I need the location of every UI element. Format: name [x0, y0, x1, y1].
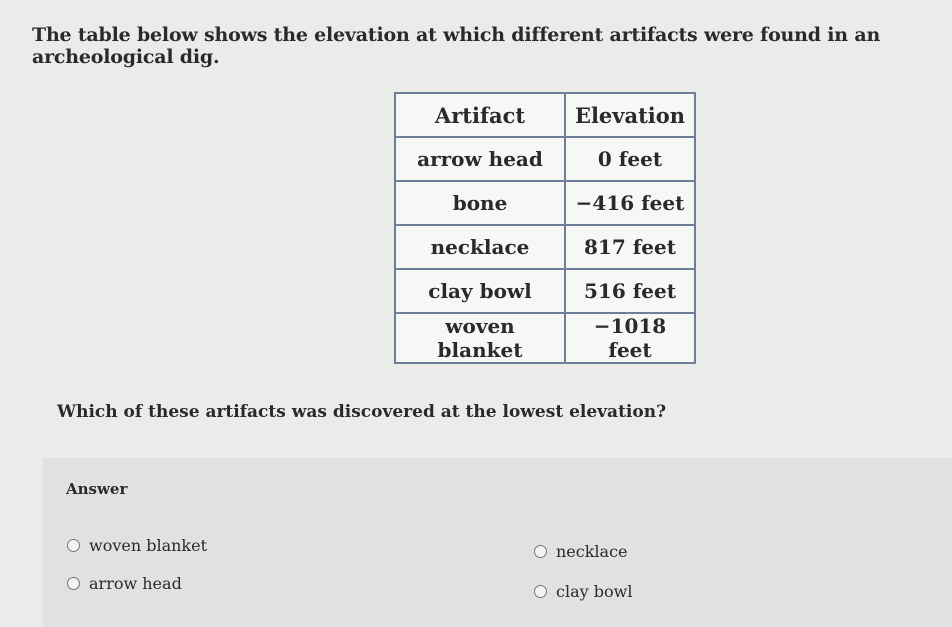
radio-icon[interactable]: [534, 585, 547, 598]
table-row: [395, 137, 695, 181]
table-header-row: [395, 93, 695, 137]
elevation-cell: −416 feet: [565, 181, 695, 225]
artifact-cell: woven blanket: [395, 313, 565, 363]
header-elevation: Elevation: [565, 93, 695, 137]
artifact-table: [394, 92, 696, 364]
table-row: [395, 313, 695, 363]
option-label: necklace: [556, 542, 628, 561]
option-arrow-head[interactable]: [67, 574, 182, 593]
option-woven-blanket[interactable]: [67, 536, 207, 555]
elevation-cell: 516 feet: [565, 269, 695, 313]
intro-text: The table below shows the elevation at which different artifacts were found in an archeological dig.: [32, 24, 881, 68]
elevation-cell: 817 feet: [565, 225, 695, 269]
answer-label: Answer: [66, 480, 128, 498]
option-clay-bowl[interactable]: [534, 582, 632, 601]
elevation-cell: 0 feet: [565, 137, 695, 181]
elevation-cell: −1018 feet: [565, 313, 695, 363]
radio-icon[interactable]: [67, 577, 80, 590]
table-row: [395, 269, 695, 313]
option-label: arrow head: [89, 574, 182, 593]
header-artifact: Artifact: [395, 93, 565, 137]
radio-icon[interactable]: [67, 539, 80, 552]
option-label: clay bowl: [556, 582, 633, 601]
option-necklace[interactable]: [534, 542, 628, 561]
question-text: Which of these artifacts was discovered at the lowest elevation?: [57, 402, 667, 422]
table-row: [395, 225, 695, 269]
artifact-cell: arrow head: [395, 137, 565, 181]
option-label: woven blanket: [89, 536, 208, 555]
answer-panel: [43, 458, 952, 627]
radio-icon[interactable]: [534, 545, 547, 558]
artifact-cell: necklace: [395, 225, 565, 269]
artifact-cell: clay bowl: [395, 269, 565, 313]
table-row: [395, 181, 695, 225]
artifact-cell: bone: [395, 181, 565, 225]
